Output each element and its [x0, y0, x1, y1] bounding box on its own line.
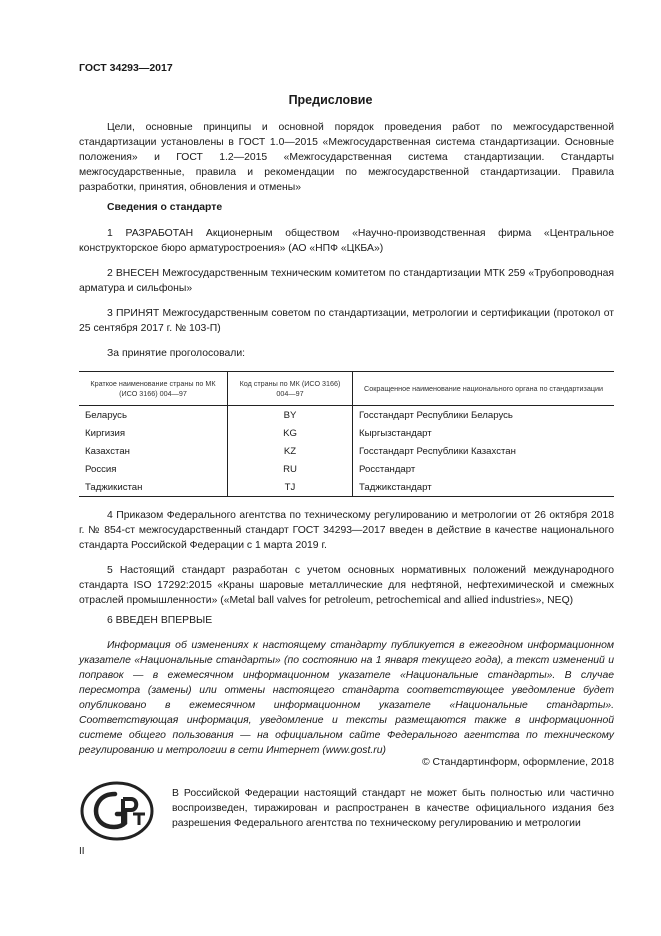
- page-number: II: [79, 846, 85, 857]
- standards-body-cell: Госстандарт Республики Казахстан: [359, 445, 516, 457]
- table-row: [79, 424, 614, 442]
- item-5-paragraph: 5 Настоящий стандарт разработан с учетом основных нормативных положений международного стандарта ISO 17292:2015 «Краны шаровые металлические для нефтяной, нефтехимической и смежных отраслей промышленности» («Metal ball valves for petroleum, petrochemical and allied industries», NEQ): [79, 565, 614, 606]
- standards-body-cell: Таджикстандарт: [353, 478, 615, 497]
- standards-body-cell: Госстандарт Республики Беларусь: [359, 409, 513, 421]
- document-code: ГОСТ 34293—2017: [79, 62, 173, 74]
- country-name-cell: Беларусь: [79, 406, 228, 425]
- header-country-code: Код страны по МК (ИСО 3166) 004—97: [228, 372, 353, 406]
- table-row: [79, 442, 614, 460]
- standards-body-cell: Росстандарт: [359, 463, 416, 475]
- country-code-cell: TJ: [228, 478, 353, 497]
- gost-r-mark-icon: [79, 780, 155, 842]
- country-code-cell: KG: [228, 424, 353, 442]
- table-row: [79, 406, 614, 425]
- header-standards-body: Сокращенное наименование национального органа по стандартизации: [353, 372, 615, 406]
- country-code-cell: RU: [228, 460, 353, 478]
- standards-body-cell: Кыргызстандарт: [359, 427, 432, 439]
- item-6-paragraph: 6 ВВЕДЕН ВПЕРВЫЕ: [107, 615, 213, 626]
- country-code-cell: KZ: [228, 442, 353, 460]
- table-header-row: [79, 372, 614, 406]
- vote-caption: За принятие проголосовали:: [107, 348, 246, 359]
- page-title: Предисловие: [288, 93, 373, 107]
- item-3-paragraph: 3 ПРИНЯТ Межгосударственным советом по стандартизации, метрологии и сертификации (протокол от 25 сентября 2017 г. № 103-П): [79, 308, 614, 334]
- intro-paragraph: Цели, основные принципы и основной порядок проведения работ по межгосударственной стандартизации установлены в ГОСТ 1.0—2015 «Межгосударственная система стандартизации. Основные положения» и ГОСТ 1.2—2015 «Межгосударственная система стандартизации. Стандарты межгосударственные, правила и рекомендации по межгосударственной стандартизации. Правила разработки, принятия, обновления и отмены»: [79, 122, 614, 193]
- item-2-paragraph: 2 ВНЕСЕН Межгосударственным техническим комитетом по стандартизации МТК 259 «Трубопроводная арматура и сильфоны»: [79, 268, 614, 294]
- item-4-paragraph: 4 Приказом Федерального агентства по техническому регулированию и метрологии от 26 октября 2018 г. № 854-ст межгосударственный стандарт ГОСТ 34293—2017 введен в действие в качестве национального стандарта Российской Федерации с 1 марта 2019 г.: [79, 510, 614, 551]
- section-heading: Сведения о стандарте: [107, 202, 223, 213]
- country-name-cell: Россия: [79, 460, 228, 478]
- copyright-line: © Стандартинформ, оформление, 2018: [421, 757, 614, 768]
- voting-table: [79, 371, 614, 497]
- table-row: [79, 460, 614, 478]
- table-row: [79, 478, 614, 497]
- country-name-cell: Таджикистан: [79, 478, 228, 497]
- reproduction-notice: В Российской Федерации настоящий стандарт не может быть полностью или частично воспроизведен, тиражирован и распространен в качестве официального издания без разрешения Федерального агентства по техническому регулированию и метрологии: [172, 788, 614, 829]
- information-note: Информация об изменениях к настоящему стандарту публикуется в ежегодном информационном указателе «Национальные стандарты» (по состоянию на 1 января текущего года), а текст изменений и поправок — в ежемесячном информационном указателе «Национальные стандарты». В случае пересмотра (замены) или отмены настоящего стандарта соответствующее уведомление будет опубликовано в ежемесячном информационном указателе «Национальные стандарты». Соответствующая информация, уведомление и тексты размещаются также в информационной системе общего пользования — на официальном сайте Федерального агентства по техническому регулированию и метрологии в сети Интернет (www.gost.ru): [79, 640, 614, 756]
- country-name-cell: Казахстан: [79, 442, 228, 460]
- item-1-paragraph: 1 РАЗРАБОТАН Акционерным обществом «Научно-производственная фирма «Центральное конструкторское бюро арматуростроения» (АО «НПФ «ЦКБА»): [79, 228, 614, 254]
- country-name-cell: Киргизия: [79, 424, 228, 442]
- header-country-name: Краткое наименование страны по МК (ИСО 3166) 004—97: [79, 372, 228, 406]
- country-code-cell: BY: [228, 406, 353, 425]
